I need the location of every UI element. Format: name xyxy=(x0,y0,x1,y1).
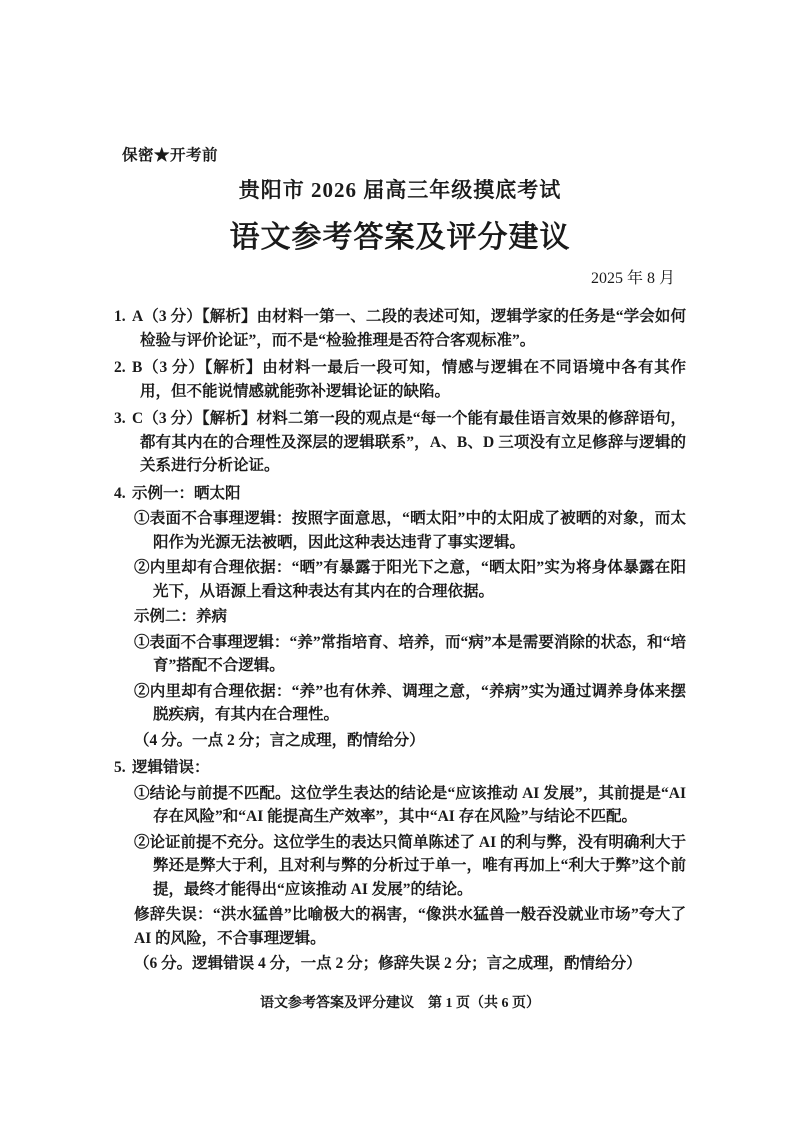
answer-item-5-point-2: ②论证前提不充分。这位学生的表达只简单陈述了 AI 的利与弊，没有明确利大于弊还是弊大于利，且对利与弊的分析过于单一，唯有再加上“利大于弊”这个前提，最终才能得出“应该推动 AI 发展”的结论。 xyxy=(134,833,686,898)
answer-item-4 xyxy=(114,482,686,506)
answer-item-4-example-2: 示例二：养病 xyxy=(134,608,228,625)
item-text: 逻辑错误： xyxy=(132,759,210,776)
answer-item-4-point-2: ②内里却有合理依据：“晒”有暴露于阳光下之意，“晒太阳”实为将身体暴露在阳光下，从语源上看这种表达有其内在的合理依据。 xyxy=(134,559,686,600)
item-number: 2. xyxy=(114,359,126,376)
answer-item-5-scoring-note: （6 分。逻辑错误 4 分，一点 2 分；修辞失误 2 分；言之成理，酌情给分） xyxy=(134,955,642,972)
item-number: 4. xyxy=(114,484,126,502)
answer-item-5 xyxy=(114,756,686,780)
answer-item-2 xyxy=(114,356,686,403)
answer-item-4-example-2-point-1: ①表面不合事理逻辑：“养”常指培育、培养，而“病”本是需要消除的状态，和“培育”搭配不合逻辑。 xyxy=(134,633,686,674)
item-number: 5. xyxy=(114,759,126,776)
page-footer: 语文参考答案及评分建议 第 1 页（共 6 页） xyxy=(260,995,540,1011)
item-text: C（3 分）【解析】材料二第一段的观点是“每一个能有最佳语言效果的修辞语句，都有其内在的合理性及深层的逻辑联系”，A、B、D 三项没有立足修辞与逻辑的关系进行分析论证。 xyxy=(132,410,686,474)
answer-item-4-point-1: ①表面不合事理逻辑：按照字面意思，“晒太阳”中的太阳成了被晒的对象，而太阳作为光源无法被晒，因此这种表达违背了事实逻辑。 xyxy=(134,510,686,551)
exam-date: 2025 年 8 月 xyxy=(590,270,675,287)
item-number: 3. xyxy=(114,410,126,427)
answer-item-3 xyxy=(114,407,686,478)
item-text: A（3 分）【解析】由材料一第一、二段的表述可知，逻辑学家的任务是“学会如何检验与评价论证”，而不是“检验推理是否符合客观标准”。 xyxy=(132,308,686,349)
answer-list xyxy=(114,305,686,976)
answer-item-5-point-1: ①结论与前提不匹配。这位学生表达的结论是“应该推动 AI 发展”，其前提是“AI 存在风险”和“AI 能提高生产效率”，其中“AI 存在风险”与结论不匹配。 xyxy=(134,784,686,825)
answer-item-1 xyxy=(114,305,686,352)
secrecy-notice: 保密★开考前 xyxy=(122,147,219,164)
item-text: 示例一：晒太阳 xyxy=(132,484,241,502)
item-text: B（3 分）【解析】由材料一最后一段可知，情感与逻辑在不同语境中各有其作用，但不能说情感就能弥补逻辑论证的缺陷。 xyxy=(132,359,686,400)
exam-title: 贵阳市 2026 届高三年级摸底考试 xyxy=(238,178,562,202)
item-number: 1. xyxy=(114,308,126,325)
answer-item-5-rhetoric-error: 修辞失误：“洪水猛兽”比喻极大的祸害，“像洪水猛兽一般吞没就业市场”夸大了 AI 的风险，不合事理逻辑。 xyxy=(134,906,686,947)
answer-item-4-scoring-note: （4 分。一点 2 分；言之成理，酌情给分） xyxy=(134,731,425,749)
answer-item-4-example-2-point-2: ②内里却有合理依据：“养”也有休养、调理之意，“养病”实为通过调养身体来摆脱疾病，有其内在合理性。 xyxy=(134,682,686,723)
page-title: 语文参考答案及评分建议 xyxy=(229,221,571,254)
